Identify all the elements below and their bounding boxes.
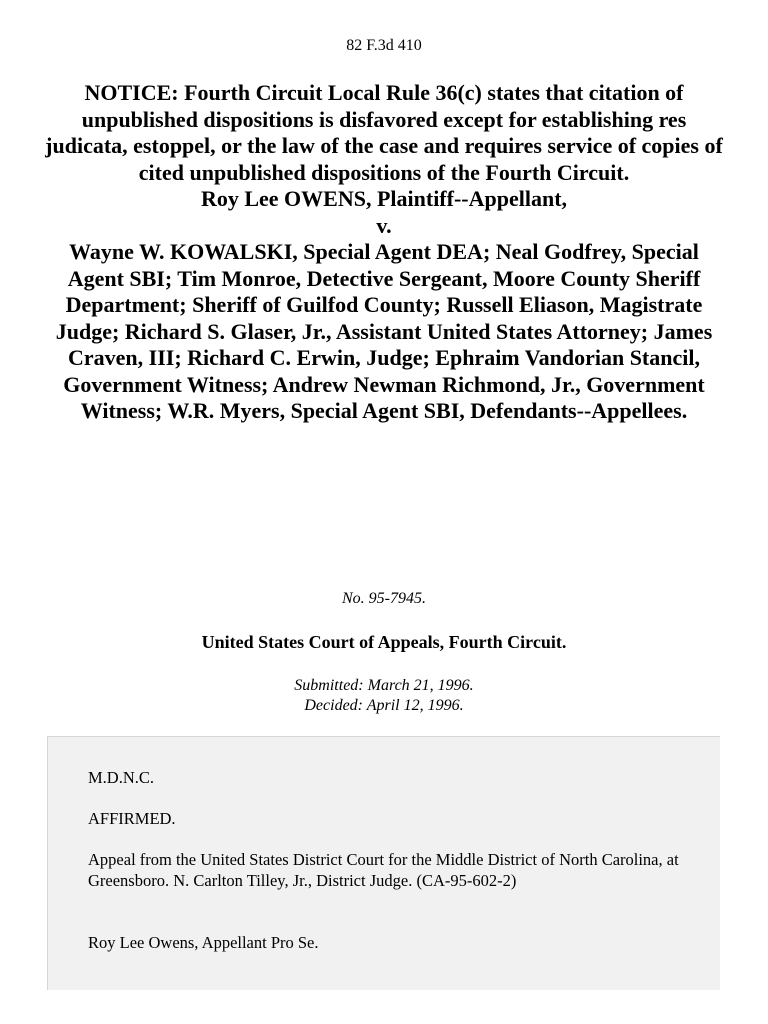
defendants-line-2: Agent SBI; Tim Monroe, Detective Sergeant, Moore County Sheriff Department; Sheriff of Guilfod County; Russell Eliason, Magistrate Judge; Richard S. Glaser, Jr., Assistant United States Attorney; James Craven, III; Richard C. Erwin, Judge; Ephraim Vandorian Stancil, Government Witness; Andrew Newman Richmond, Jr., Government	[55, 265, 713, 397]
defendants-line-3: Witness; W.R. Myers, Special Agent SBI, Defendants--Appellees.	[80, 398, 688, 423]
disposition: AFFIRMED.	[88, 809, 176, 828]
appeal-from-text: Appeal from the United States District Court for the Middle District of North Carolina, at Greensboro. N. Carlton Tilley, Jr., District Judge. (CA-95-602-2)	[88, 850, 679, 890]
versus-line: v.	[376, 212, 392, 238]
case-summary-box	[47, 736, 720, 990]
plaintiff-line: Roy Lee OWENS, Plaintiff--Appellant,	[200, 186, 568, 211]
docket-number: No. 95-7945.	[342, 590, 426, 607]
case-dates	[0, 676, 768, 716]
notice-text: NOTICE: Fourth Circuit Local Rule 36(c) states that citation of unpublished dispositions is disfavored except for establishing res judicata, estoppel, or the law of the case and requires service of copies of cited unpublished dispositions of the Fourth Circuit.	[45, 80, 723, 185]
decided-date: Decided: April 12, 1996.	[304, 697, 464, 714]
defendants-line-1: Wayne W. KOWALSKI, Special Agent DEA; Neal Godfrey, Special	[69, 239, 699, 264]
district-abbrev: M.D.N.C.	[88, 768, 155, 787]
court-name: United States Court of Appeals, Fourth Circuit.	[201, 632, 567, 652]
counsel-text: Roy Lee Owens, Appellant Pro Se.	[88, 933, 319, 952]
case-caption	[40, 80, 728, 425]
case-citation: 82 F.3d 410	[346, 37, 422, 54]
submitted-date: Submitted: March 21, 1996.	[294, 677, 474, 694]
